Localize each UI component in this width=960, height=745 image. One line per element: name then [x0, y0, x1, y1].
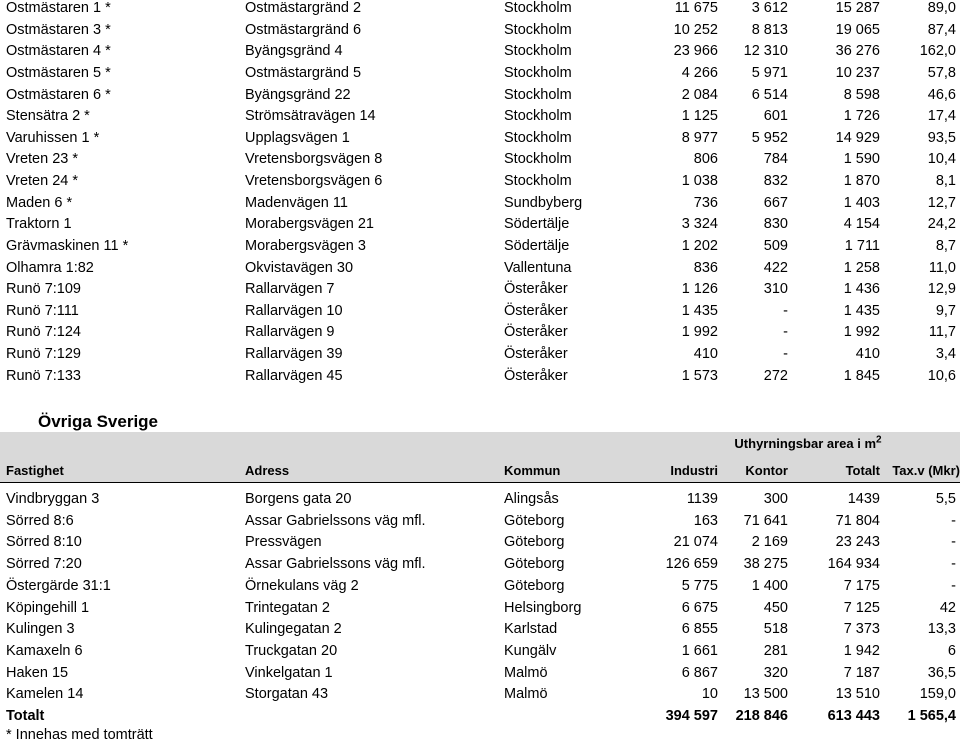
cell-industri: 736: [693, 194, 718, 211]
cell-industri: 6 855: [681, 621, 718, 638]
cell-adress: Byängsgränd 22: [245, 86, 351, 103]
table-row: [0, 532, 960, 554]
cell-fastighet: Sörred 8:6: [6, 512, 74, 529]
cell-kontor: 2 169: [751, 534, 788, 551]
cell-fastighet: Vreten 24 *: [6, 173, 79, 190]
cell-tax: 11,7: [928, 324, 956, 341]
cell-industri: 6 675: [681, 599, 718, 616]
table-row: [0, 663, 960, 685]
cell-adress: Madenvägen 11: [245, 194, 348, 211]
cell-adress: Okvistavägen 30: [245, 259, 354, 276]
cell-kontor: 6 514: [751, 86, 788, 103]
cell-tax: 10,4: [927, 151, 956, 168]
table-row: [0, 322, 960, 344]
table-row: [0, 511, 960, 533]
cell-tax: 6: [947, 642, 956, 659]
cell-adress: Byängsgränd 4: [245, 43, 343, 60]
cell-fastighet: Ostmästaren 6 *: [6, 86, 111, 103]
area-column-group-header: [656, 435, 960, 453]
cell-kontor: 830: [763, 216, 788, 233]
cell-industri: 1 661: [681, 642, 718, 659]
cell-kommun: Stockholm: [504, 129, 572, 146]
cell-adress: Truckgatan 20: [245, 642, 338, 659]
cell-totalt: 7 125: [843, 599, 880, 616]
cell-industri: 5 775: [681, 577, 718, 594]
cell-kontor: 667: [763, 194, 788, 211]
cell-fastighet: Grävmaskinen 11 *: [6, 237, 129, 254]
cell-tax: 89,0: [927, 0, 956, 16]
cell-industri: 1139: [686, 491, 718, 507]
cell-industri: 21 074: [673, 534, 718, 551]
cell-adress: Ostmästargränd 5: [245, 64, 362, 81]
cell-totalt: 1 436: [843, 281, 880, 298]
cell-kontor: 13 500: [743, 686, 788, 703]
cell-kommun: Sundbyberg: [504, 194, 583, 211]
cell-industri: 1 038: [681, 173, 718, 190]
cell-totalt: 7 187: [843, 664, 880, 681]
cell-tax: 9,7: [935, 302, 956, 319]
cell-tax: 3,4: [935, 346, 956, 363]
cell-industri: 1 992: [681, 324, 718, 341]
cell-kontor: 601: [763, 108, 788, 125]
cell-industri: 11 675: [674, 0, 718, 16]
cell-industri: 1 435: [681, 302, 718, 319]
table-row: [0, 85, 960, 107]
cell-fastighet: Olhamra 1:82: [6, 259, 94, 276]
cell-totalt: 10 237: [835, 64, 880, 81]
cell-tax: 24,2: [927, 216, 956, 233]
cell-fastighet: Östergärde 31:1: [6, 577, 111, 594]
cell-kommun: Södertälje: [504, 237, 570, 254]
cell-kontor: 450: [763, 599, 788, 616]
cell-adress: Pressvägen: [245, 534, 322, 551]
cell-totalt: 19 065: [835, 21, 880, 38]
cell-totalt: 8 598: [843, 86, 880, 103]
cell-totalt: 1439: [847, 491, 880, 507]
cell-industri: 410: [693, 346, 718, 363]
cell-tax: -: [951, 534, 956, 551]
table-row: [0, 149, 960, 171]
cell-fastighet: Ostmästaren 4 *: [6, 43, 111, 60]
cell-kontor: 71 641: [743, 512, 788, 529]
table-row: [0, 576, 960, 598]
table-row: [0, 279, 960, 301]
cell-totalt: 7 175: [843, 577, 880, 594]
cell-industri: 10 252: [673, 21, 718, 38]
cell-kommun: Göteborg: [504, 512, 565, 529]
cell-kommun: Göteborg: [504, 577, 565, 594]
cell-fastighet: Sörred 8:10: [6, 534, 82, 551]
cell-kommun: Karlstad: [504, 621, 558, 638]
cell-adress: Vretensborgsvägen 6: [245, 173, 383, 190]
header-divider: [0, 482, 960, 483]
cell-kontor: 509: [763, 237, 788, 254]
cell-totalt: 1 942: [843, 642, 880, 659]
cell-adress: Upplagsvägen 1: [245, 129, 350, 146]
cell-kontor: 320: [763, 664, 788, 681]
cell-kontor: 5 971: [751, 64, 788, 81]
cell-adress: Örnekulans väg 2: [245, 577, 359, 594]
cell-adress: Rallarvägen 10: [245, 302, 343, 319]
cell-fastighet: Vindbryggan 3: [6, 491, 100, 507]
cell-kontor: 38 275: [743, 556, 788, 573]
cell-totalt: 4 154: [843, 216, 880, 233]
cell-adress: Morabergsvägen 3: [245, 237, 366, 254]
cell-tax: 8,1: [935, 173, 956, 190]
cell-tax: -: [951, 556, 956, 573]
cell-tax: 36,5: [927, 664, 956, 681]
cell-adress: Strömsätravägen 14: [245, 108, 376, 125]
cell-totalt: 1 258: [843, 259, 880, 276]
cell-totalt: 1 845: [843, 367, 880, 384]
cell-adress: Morabergsvägen 21: [245, 216, 374, 233]
cell-totalt: 1 726: [843, 108, 880, 125]
cell-industri: 23 966: [673, 43, 718, 60]
table-row: [0, 106, 960, 128]
cell-tax: 17,4: [927, 108, 956, 125]
cell-kommun: Stockholm: [504, 108, 572, 125]
cell-kontor: 8 813: [751, 21, 788, 38]
table-row: [0, 619, 960, 641]
cell-totalt: 7 373: [843, 621, 880, 638]
cell-tax: 12,7: [927, 194, 956, 211]
cell-industri: 8 977: [681, 129, 718, 146]
cell-industri: 1 573: [681, 367, 718, 384]
cell-fastighet: Ostmästaren 5 *: [6, 64, 111, 81]
cell-adress: Rallarvägen 45: [245, 367, 343, 384]
cell-kontor: -: [783, 324, 788, 341]
cell-kontor: 12 310: [743, 43, 788, 60]
cell-fastighet: Kamelen 14: [6, 686, 84, 703]
cell-kontor: 281: [763, 642, 788, 659]
section-title: Övriga Sverige: [38, 412, 159, 431]
total-industri: 394 597: [665, 708, 718, 724]
cell-tax: 159,0: [919, 686, 956, 703]
cell-kommun: Stockholm: [504, 151, 572, 168]
cell-kommun: Stockholm: [504, 64, 572, 81]
cell-tax: -: [951, 577, 956, 594]
table-row: [0, 366, 960, 388]
table-row: [0, 258, 960, 280]
table-row: [0, 41, 960, 63]
cell-totalt: 36 276: [835, 43, 880, 60]
cell-totalt: 14 929: [835, 129, 880, 146]
cell-totalt: 1 992: [843, 324, 880, 341]
cell-adress: Rallarvägen 39: [245, 346, 343, 363]
table-header-row: [0, 461, 960, 481]
area-header-text: Uthyrningsbar area i m: [734, 436, 877, 451]
cell-fastighet: Stensätra 2 *: [6, 108, 90, 125]
cell-kommun: Stockholm: [504, 86, 572, 103]
cell-totalt: 410: [855, 346, 880, 363]
cell-fastighet: Kamaxeln 6: [6, 642, 83, 659]
cell-industri: 10: [701, 686, 718, 703]
cell-tax: 46,6: [927, 86, 956, 103]
table-row: [0, 236, 960, 258]
cell-totalt: 1 435: [843, 302, 880, 319]
cell-totalt: 23 243: [835, 534, 880, 551]
cell-kommun: Södertälje: [504, 216, 570, 233]
cell-adress: Vinkelgatan 1: [245, 664, 333, 681]
column-header-fastighet: Fastighet: [6, 463, 64, 478]
cell-adress: Ostmästargränd 6: [245, 21, 362, 38]
cell-adress: Ostmästargränd 2: [245, 0, 362, 16]
cell-fastighet: Varuhissen 1 *: [6, 129, 100, 146]
cell-tax: 93,5: [927, 129, 956, 146]
cell-tax: 12,9: [927, 281, 956, 298]
table-row: [0, 598, 960, 620]
cell-kommun: Göteborg: [504, 556, 565, 573]
cell-fastighet: Ostmästaren 1 *: [6, 0, 111, 16]
cell-industri: 3 324: [681, 216, 718, 233]
cell-kontor: 310: [763, 281, 788, 298]
cell-tax: 11,0: [928, 259, 956, 276]
cell-totalt: 164 934: [827, 556, 880, 573]
cell-tax: 42: [939, 599, 956, 616]
cell-industri: 836: [693, 259, 718, 276]
cell-fastighet: Runö 7:109: [6, 281, 81, 298]
cell-kommun: Stockholm: [504, 43, 572, 60]
cell-kommun: Göteborg: [504, 534, 565, 551]
cell-kommun: Österåker: [504, 324, 568, 341]
cell-kommun: Malmö: [504, 664, 548, 681]
area-header-superscript: 2: [876, 434, 882, 446]
cell-totalt: 1 711: [844, 237, 880, 254]
cell-industri: 163: [693, 512, 718, 529]
cell-tax: 57,8: [927, 64, 956, 81]
cell-fastighet: Maden 6 *: [6, 194, 73, 211]
cell-adress: Rallarvägen 7: [245, 281, 335, 298]
table-row: [0, 193, 960, 215]
cell-fastighet: Runö 7:129: [6, 346, 81, 363]
cell-industri: 6 867: [681, 664, 718, 681]
cell-totalt: 1 590: [843, 151, 880, 168]
cell-fastighet: Runö 7:133: [6, 367, 81, 384]
total-kontor: 218 846: [735, 708, 788, 724]
cell-industri: 1 125: [681, 108, 718, 125]
cell-fastighet: Kulingen 3: [6, 621, 75, 638]
total-tax: 1 565,4: [907, 708, 956, 724]
cell-totalt: 15 287: [835, 0, 880, 16]
cell-kommun: Österåker: [504, 367, 568, 384]
cell-kommun: Malmö: [504, 686, 548, 703]
cell-adress: Borgens gata 20: [245, 491, 352, 507]
cell-kontor: 422: [763, 259, 788, 276]
cell-kommun: Vallentuna: [504, 259, 572, 276]
column-header-kommun: Kommun: [504, 463, 561, 478]
column-header-kontor: Kontor: [745, 463, 788, 478]
total-totalt: 613 443: [827, 708, 880, 724]
cell-adress: Storgatan 43: [245, 686, 329, 703]
table-row: [0, 301, 960, 323]
cell-kontor: 784: [763, 151, 788, 168]
cell-kontor: 3 612: [751, 0, 788, 16]
cell-kontor: 518: [763, 621, 788, 638]
cell-industri: 4 266: [681, 64, 718, 81]
cell-kommun: Alingsås: [504, 491, 559, 507]
footnote: * Innehas med tomträtt: [6, 727, 153, 743]
cell-kommun: Helsingborg: [504, 599, 582, 616]
cell-tax: 162,0: [919, 43, 956, 60]
table-row: [0, 344, 960, 366]
column-header-totalt: Totalt: [845, 463, 880, 478]
cell-adress: Kulingegatan 2: [245, 621, 342, 638]
cell-totalt: 1 403: [843, 194, 880, 211]
cell-kontor: 1 400: [751, 577, 788, 594]
cell-kommun: Stockholm: [504, 173, 572, 190]
cell-kommun: Stockholm: [504, 21, 572, 38]
cell-fastighet: Ostmästaren 3 *: [6, 21, 111, 38]
cell-totalt: 71 804: [835, 512, 880, 529]
cell-fastighet: Haken 15: [6, 664, 69, 681]
cell-adress: Assar Gabrielssons väg mfl.: [245, 512, 426, 529]
cell-kommun: Stockholm: [504, 0, 572, 16]
cell-industri: 1 202: [681, 237, 718, 254]
cell-kommun: Kungälv: [504, 642, 557, 659]
table-row: [0, 489, 960, 511]
table-row: [0, 128, 960, 150]
column-header-tax: Tax.v (Mkr): [892, 463, 960, 478]
cell-totalt: 13 510: [835, 686, 880, 703]
table-row: [0, 214, 960, 236]
cell-adress: Assar Gabrielssons väg mfl.: [245, 556, 426, 573]
table-row: [0, 20, 960, 42]
cell-fastighet: Köpingehill 1: [6, 599, 90, 616]
cell-tax: 87,4: [927, 21, 956, 38]
cell-totalt: 1 870: [843, 173, 880, 190]
cell-kontor: 832: [763, 173, 788, 190]
cell-industri: 1 126: [681, 281, 718, 298]
table-row: [0, 171, 960, 193]
cell-industri: 126 659: [665, 556, 718, 573]
column-header-adress: Adress: [245, 463, 290, 478]
cell-kontor: 300: [763, 491, 788, 507]
cell-industri: 806: [693, 151, 718, 168]
cell-adress: Trintegatan 2: [245, 599, 330, 616]
cell-kontor: -: [783, 302, 788, 319]
cell-tax: 13,3: [927, 621, 956, 638]
cell-kontor: 272: [763, 367, 788, 384]
cell-adress: Vretensborgsvägen 8: [245, 151, 383, 168]
table-row: [0, 554, 960, 576]
table-row: [0, 63, 960, 85]
cell-fastighet: Runö 7:124: [6, 324, 81, 341]
total-label: Totalt: [6, 708, 45, 724]
cell-kontor: 5 952: [751, 129, 788, 146]
cell-tax: -: [951, 512, 956, 529]
column-header-industri: Industri: [670, 463, 718, 478]
table-row: [0, 641, 960, 663]
cell-tax: 5,5: [935, 491, 956, 507]
table-row: [0, 684, 960, 706]
cell-kommun: Österåker: [504, 346, 568, 363]
cell-fastighet: Runö 7:111: [6, 302, 79, 319]
cell-kommun: Österåker: [504, 302, 568, 319]
cell-fastighet: Sörred 7:20: [6, 556, 82, 573]
total-row: [0, 706, 960, 728]
cell-kommun: Österåker: [504, 281, 568, 298]
cell-tax: 8,7: [935, 237, 956, 254]
cell-industri: 2 084: [681, 86, 718, 103]
cell-tax: 10,6: [927, 367, 956, 384]
table-row: [0, 0, 960, 20]
cell-fastighet: Vreten 23 *: [6, 151, 79, 168]
cell-kontor: -: [783, 346, 788, 363]
cell-adress: Rallarvägen 9: [245, 324, 335, 341]
cell-fastighet: Traktorn 1: [6, 216, 72, 233]
